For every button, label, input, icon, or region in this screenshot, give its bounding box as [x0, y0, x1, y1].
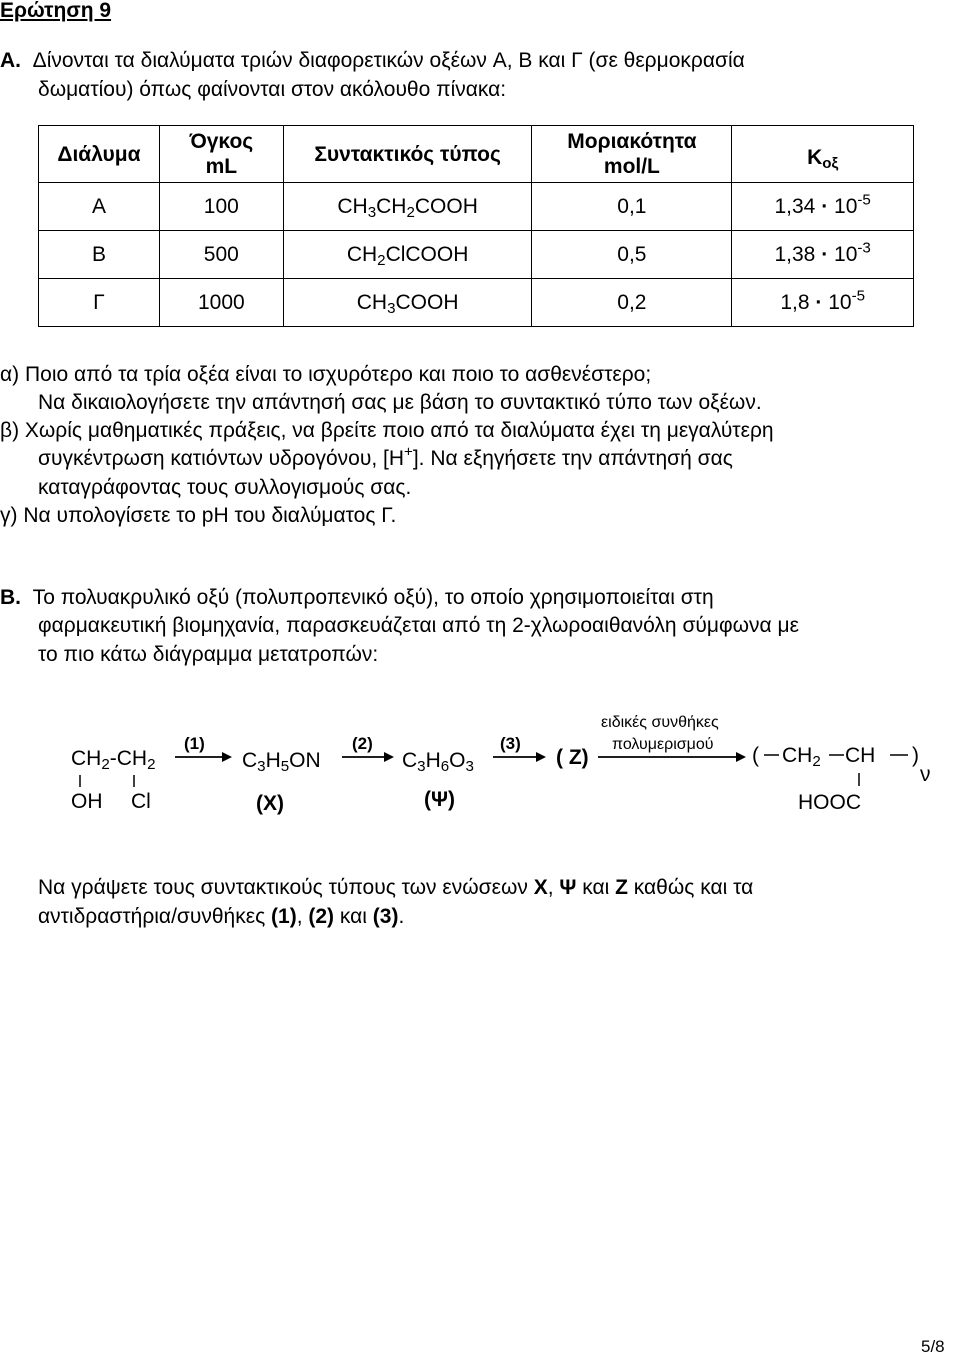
step-1-label: (1) [184, 734, 205, 753]
part-b-line1: B. Το πολυακρυλικό οξύ (πολυπροπενικό οξύ), το οποίο χρησιμοποιείται στη [0, 586, 714, 609]
polymer-ch2: $CH_2$ [782, 744, 821, 770]
cell-volume: 500 [159, 231, 283, 279]
cell-formula: $CH_3CH_2COOH$ [283, 183, 532, 231]
compound-z-label: ( Z) [556, 746, 589, 769]
question-a-line1: α) Ποιο από τα τρία οξέα είναι το ισχυρότερο και ποιο το ασθενέστερο; [0, 363, 652, 386]
arrow-polymerization-head [736, 752, 746, 762]
cell-formula: $CH_3COOH$ [283, 279, 532, 327]
cell-ka: $1,8 \cdot 10^{-5}$ [732, 279, 914, 327]
compound-psi-label: (Ψ) [424, 788, 455, 811]
arrow-2-head [384, 752, 394, 762]
page-number: 5/8 [921, 1337, 945, 1356]
question-b-line2: συγκέντρωση κατιόντων υδρογόνου, [H+]. Να εξηγήσετε την απάντησή σας [38, 443, 733, 470]
polymer-hooc: HOOC [798, 791, 861, 814]
cell-ka: $1,38 \cdot 10^{-3}$ [732, 231, 914, 279]
header-molarity: Μοριακότητα mol/L [532, 126, 732, 183]
step-3-label: (3) [500, 734, 521, 753]
step-2-label: (2) [352, 734, 373, 753]
header-volume: Όγκος mL [159, 126, 283, 183]
cell-solution: Γ [39, 279, 160, 327]
part-b-line3: το πιο κάτω διάγραμμα μετατροπών: [38, 643, 379, 666]
question-b-line1: β) Χωρίς μαθηματικές πράξεις, να βρείτε ποιο από τα διαλύματα έχει τη μεγαλύτερη [0, 419, 774, 442]
final-instruction-line1: Να γράψετε τους συντακτικούς τύπους των ενώσεων X, Ψ και Z καθώς και τα [38, 876, 754, 899]
cell-solution: A [39, 183, 160, 231]
start-cl-group: Cl [131, 790, 151, 813]
part-a-intro-line1: A. Δίνονται τα διαλύματα τριών διαφορετικών οξέων A, B και Γ (σε θερμοκρασία [0, 49, 745, 72]
part-a-intro-line2: δωματίου) όπως φαίνονται στον ακόλουθο πίνακα: [38, 78, 507, 101]
polymer-n-subscript: ν [920, 763, 931, 786]
question-b-line3: καταγράφοντας τους συλλογισμούς σας. [38, 476, 412, 499]
cell-solution: B [39, 231, 160, 279]
cell-molarity: 0,5 [532, 231, 732, 279]
cell-formula: $CH_2ClCOOH$ [283, 231, 532, 279]
polymer-ch: CH [845, 744, 876, 767]
cell-volume: 1000 [159, 279, 283, 327]
header-formula: Συντακτικός τύπος [283, 126, 532, 183]
cell-molarity: 0,2 [532, 279, 732, 327]
compound-x-formula: $C_3H_5ON$ [242, 749, 321, 775]
cell-ka: $1,34 \cdot 10^{-5}$ [732, 183, 914, 231]
question-a-line2: Να δικαιολογήσετε την απάντησή σας με βάση το συντακτικό τύπο των οξέων. [38, 391, 762, 414]
polymer-open-paren: ( [752, 744, 759, 767]
final-instruction-line2: αντιδραστήρια/συνθήκες (1), (2) και (3). [38, 905, 405, 928]
start-compound: $CH_2-CH_2$ [71, 747, 156, 773]
question-c-line1: γ) Να υπολογίσετε το pH του διαλύματος Γ. [0, 504, 397, 527]
header-solution: Διάλυμα [39, 126, 160, 183]
arrow-1-head [222, 752, 232, 762]
start-oh-group: OH [71, 790, 103, 813]
header-ka: $K_{o\xi}$ [732, 126, 914, 183]
part-b-line2: φαρμακευτική βιομηχανία, παρασκευάζεται από τη 2-χλωροαιθανόλη σύμφωνα με [38, 614, 799, 637]
compound-psi-formula: $C_3H_6O_3$ [402, 749, 474, 775]
cell-molarity: 0,1 [532, 183, 732, 231]
question-title: Ερώτηση 9 [0, 0, 112, 22]
arrow-3-head [536, 752, 546, 762]
cell-volume: 100 [159, 183, 283, 231]
compound-x-label: (X) [256, 792, 284, 815]
polymerization-condition-1: ειδικές συνθήκες [601, 714, 719, 731]
polymerization-condition-2: πολυμερισμού [612, 736, 714, 753]
polymer-close-paren: ) [912, 744, 919, 767]
